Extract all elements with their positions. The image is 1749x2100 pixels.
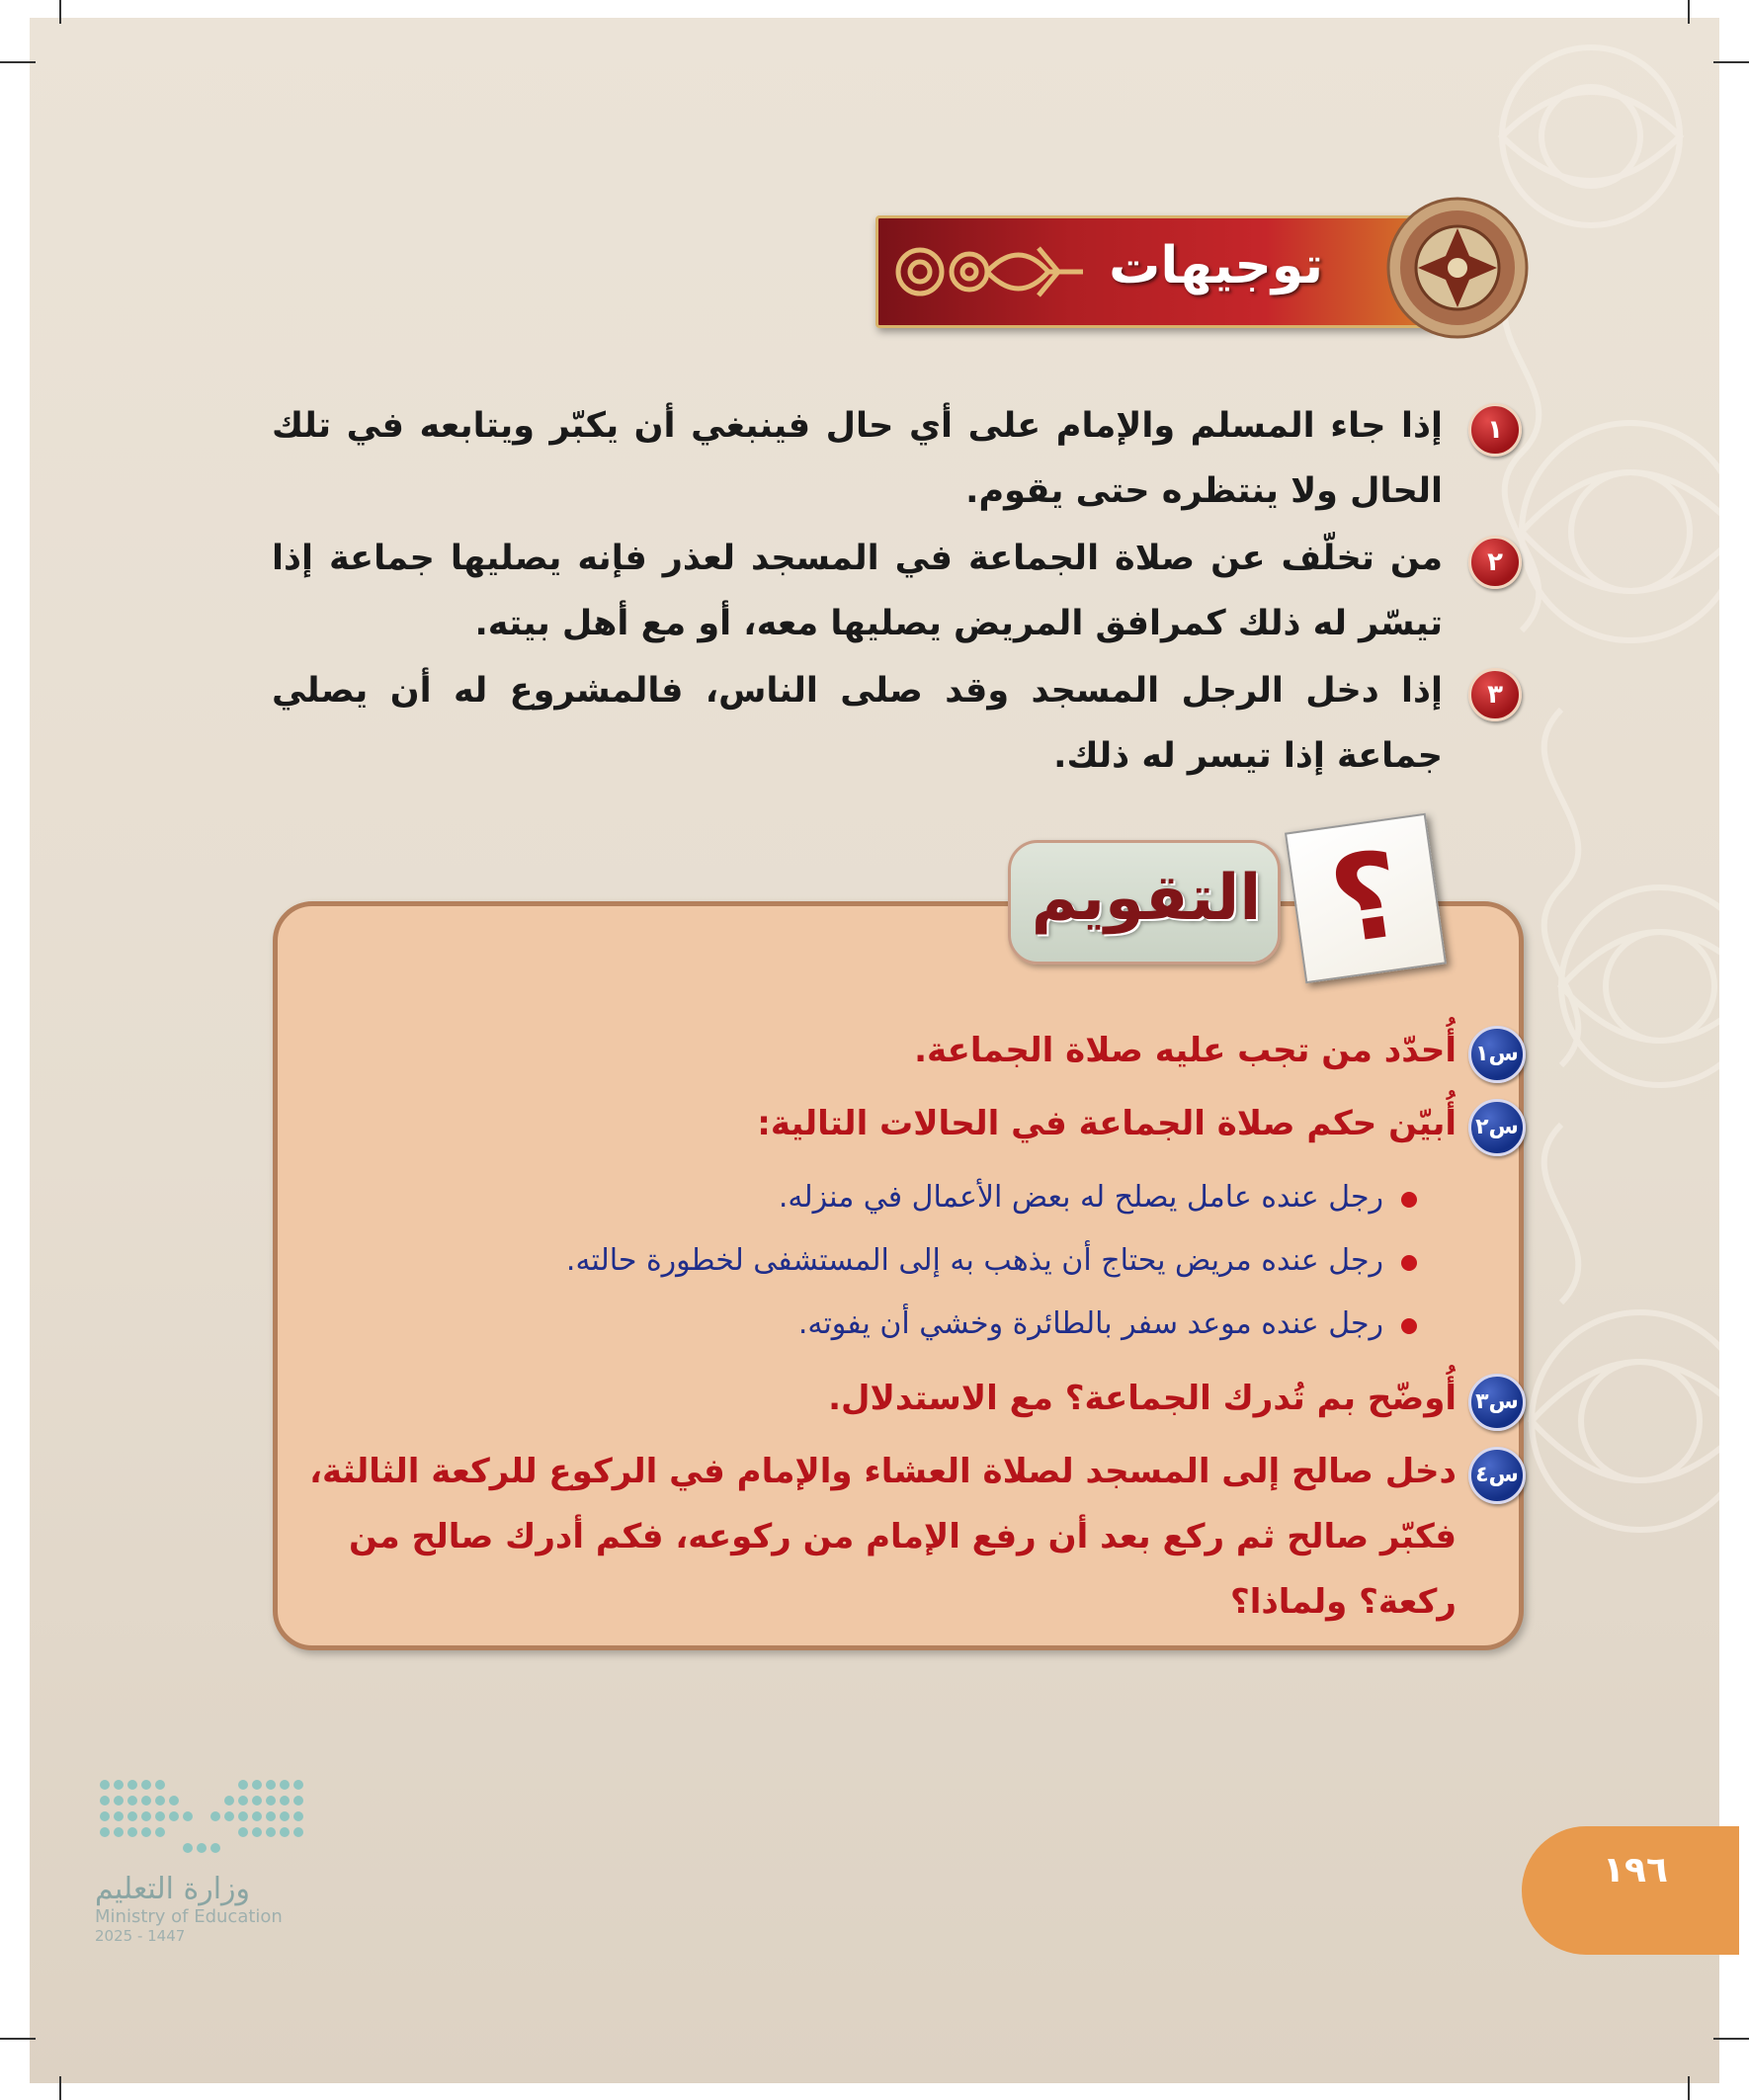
question-item [300,1018,1526,1083]
bullet-icon [1401,1255,1417,1271]
ministry-dots-icon [95,1775,312,1864]
guidance-list [272,393,1522,791]
guidance-text: من تخلّف عن صلاة الجماعة في المسجد لعذر فإنه يصليها جماعة إذا تيسّر له ذلك كمرافق المريض يصليها معه، أو مع أهل بيته. [272,539,1443,643]
rosette-icon [1383,194,1532,342]
case-text: رجل عنده عامل يصلح له بعض الأعمال في منزله. [778,1180,1383,1215]
question-item [300,1439,1526,1635]
page-number: ١٩٦ [1603,1850,1668,1890]
ministry-name-en: Ministry of Education [95,1906,283,1927]
case-text: رجل عنده موعد سفر بالطائرة وخشي أن يفوته. [797,1306,1383,1341]
list-item [300,1293,1417,1356]
list-item [300,1229,1417,1293]
bullet-icon [1401,1318,1417,1334]
question-item [300,1366,1526,1431]
number-badge: ١ [1468,403,1522,457]
question-mark-icon: ؟ [1285,813,1447,984]
number-badge: ٢ [1468,536,1522,589]
question-badge: س١ [1468,1026,1526,1083]
section-title: توجيهات [1109,236,1323,295]
question-badge: س٣ [1468,1374,1526,1431]
case-list [300,1166,1526,1356]
guidance-item [272,658,1522,789]
question-text: دخل صالح إلى المسجد لصلاة العشاء والإمام في الركوع للركعة الثالثة، فكبّر صالح ثم ركع بعد أن رفع الإمام من ركوعه، فكم أدرك صالح من ركعة؟ ولماذا؟ [309,1452,1457,1622]
list-item [300,1166,1417,1229]
page-number-tab [1522,1826,1739,1955]
evaluation-title: التقويم [1031,862,1262,935]
question-text: أُحدّد من تجب عليه صلاة الجماعة. [914,1031,1457,1070]
case-text: رجل عنده مريض يحتاج أن يذهب به إلى المستشفى لخطورة حالته. [565,1243,1383,1278]
ministry-logo [95,1775,332,1945]
section-banner [875,215,1435,328]
question-text: أُبيّن حكم صلاة الجماعة في الحالات التالية: [757,1104,1457,1143]
ministry-name-ar: وزارة التعليم [95,1872,251,1906]
guidance-text: إذا جاء المسلم والإمام على أي حال فينبغي أن يكبّر ويتابعه في تلك الحال ولا ينتظره حتى يقوم. [272,406,1443,511]
number-badge: ٣ [1468,668,1522,721]
question-item [300,1091,1526,1156]
question-text: أُوضّح بم تُدرك الجماعة؟ مع الاستدلال. [828,1379,1457,1418]
guidance-text: إذا دخل الرجل المسجد وقد صلى الناس، فالمشروع له أن يصلي جماعة إذا تيسر له ذلك. [272,671,1443,776]
question-badge: س٤ [1468,1447,1526,1504]
question-badge: س٢ [1468,1099,1526,1156]
scroll-ornament-icon [890,228,1088,315]
question-list [300,1018,1526,1642]
guidance-item [272,393,1522,524]
edition-year: 2025 - 1447 [95,1927,186,1945]
guidance-item [272,526,1522,656]
bullet-icon [1401,1192,1417,1208]
